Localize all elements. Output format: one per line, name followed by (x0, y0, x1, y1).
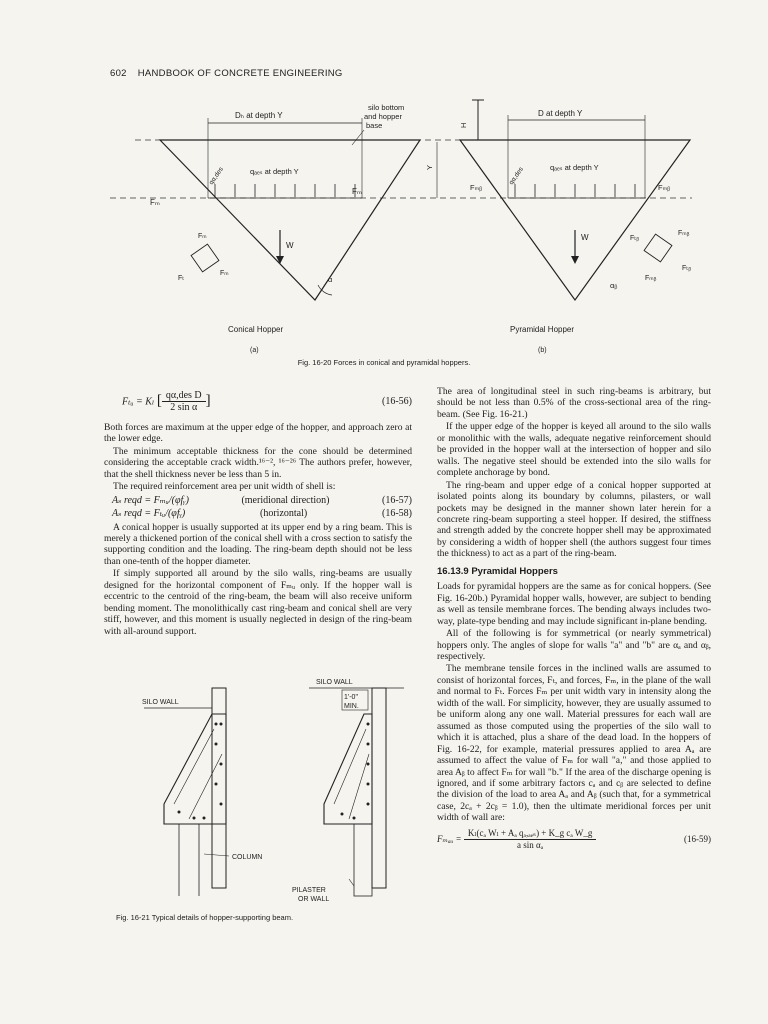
dh-label: Dₕ at depth Y (235, 111, 283, 120)
pressure-arrows-right (508, 184, 645, 198)
silo-wall-left-label: SILO WALL (142, 699, 179, 706)
eq56-num: qα,des D (162, 390, 206, 402)
left-para-3: The required reinforcement area per unit width of shell is: (113, 481, 336, 493)
silo-wall-right-section (372, 688, 386, 888)
eq56-den: 2 sin α (170, 402, 198, 414)
column-label: COLUMN (232, 854, 263, 861)
page-number: 602 (110, 68, 127, 79)
fmb-elem-right2: Fₘᵦ (645, 275, 657, 282)
eq57-desc: (meridional direction) (241, 494, 330, 506)
eq59-num: Kₗ(cₐ Wₗ + Aₐ qₐ,ₐₑₛ) + K_g cₐ W_g (464, 828, 597, 840)
fmb-left-label: Fₘᵦ (470, 183, 483, 192)
equation-16-58 (104, 508, 412, 519)
eq58-desc: (horizontal) (260, 508, 308, 520)
right-para-6: The membrane tensile forces in the inclined walls are assumed to consist of horizontal forces, Fₜ, and forces, Fₘ, in the plane of the wall and normal to Fₜ. Forces Fₘ per unit width vary in intensity along the width of the wall. For simplicity, however, they are usually assumed to be uniform along any one wall. Material pressures for each wall are assumed as those computed using the properties of the silo wall to which it is attached, plus a share of the dead load. In the hoppers of Fig. 16-22, for example, material pressures applied to area Aₐ are assumed to affect the value of Fₘ for wall "a," and those applied to area Aᵦ to affect Fₘ for wall "b." If the area of the discharge opening is ignored, and if some arbitrary factors cₐ and cᵦ are selected to define the division of the load to area Aₐ and Aᵦ (such that, for a symmetrical case, 2cₐ + 2cᵦ = 1.0), then the ultimate meridional forces per unit width of wall are: (437, 663, 711, 824)
running-header (110, 68, 351, 79)
pilaster-label: PILASTER (292, 887, 326, 894)
eq58-lhs: Aₛ reqd = Fₜᵤ/(φfᵧ) (112, 508, 186, 520)
sub-a-tag: (a) (250, 347, 259, 354)
eq57-lhs: Aₛ reqd = Fₘᵤ/(φfᵧ) (112, 494, 189, 506)
equation-16-57 (104, 495, 412, 506)
left-para-4: A conical hopper is usually supported at its upper end by a ring beam. This is merely a thickened portion of the conical shell with a cross section to satisfy the supporting condition and the loading. The ring-beam depth should not be less than one-tenth of the hopper diameter. (104, 521, 412, 567)
fig-16-21-caption: Fig. 16-21 Typical details of hopper-supporting beam. (116, 913, 294, 922)
dim-label: 1'-0" (344, 694, 358, 701)
sub-b-label: Pyramidal Hopper (510, 325, 575, 334)
alpha-b-label: αᵦ (610, 281, 618, 290)
silo-wall-right-label: SILO WALL (316, 679, 353, 686)
running-title: HANDBOOK OF CONCRETE ENGINEERING (137, 68, 343, 79)
fm-elem-left: Fₘ (198, 233, 207, 240)
sub-b-tag: (b) (538, 347, 547, 354)
q-alpha-des-left: qα,des (207, 166, 225, 187)
right-para-2: If the upper edge of the hopper is keyed all around to the silo walls or monolithic with the walls, adequate negative reinforcement should be provided in the hopper wall at the intersection of hopper and silo walls. The negative steel should be extended into the silo walls for complete anchorage by bond. (437, 421, 711, 479)
element-box-left (191, 244, 219, 272)
equation-16-56: Fₜᵤ = Kₗ [ $\frac{\text{qα,des D}}{\text{2 sin α}}$ ] (16-56) (122, 390, 412, 414)
eq59-den: a sin αₐ (517, 840, 544, 851)
section-heading: 16.13.9 Pyramidal Hoppers (437, 565, 558, 577)
right-para-5: All of the following is for symmetrical (or nearly symmetrical) hoppers only. The angles of slope for walls "a" and "b" are αₐ and αᵦ, respectively. (437, 628, 711, 662)
left-para-2: The minimum acceptable thickness for the cone should be determined considering the acceptable crack width.¹⁶⁻², ¹⁶⁻²⁶ The authors prefer, however, that the shell thickness never be less than 5 in. (104, 445, 412, 480)
eq57-number: (16-57) (381, 494, 412, 506)
min-label: MIN. (344, 703, 359, 710)
qdes-right-label: qₐₑₛ at depth Y (550, 163, 599, 172)
right-para-1: The area of longitudinal steel in such ring-beams is arbitrary, but should be not less than 0.5% of the cross-sectional area of the ring-beam. (See Fig. 16-21.) (437, 386, 711, 420)
sub-a-label: Conical Hopper (228, 325, 284, 334)
silo-wall-left-section (212, 688, 226, 888)
fm-left-label: Fₘ (150, 198, 160, 207)
ring-beam-right (324, 714, 372, 824)
and-hopper-label: and hopper (364, 112, 402, 121)
fmb-elem-right: Fₘᵦ (678, 230, 690, 237)
w-left-label: W (286, 241, 294, 250)
pressure-arrows-left (208, 184, 362, 198)
silo-bottom-label: silo bottom (368, 103, 405, 112)
qdes-left-label: qₐₑₛ at depth Y (250, 167, 299, 176)
or-wall-label: OR WALL (298, 896, 330, 903)
rebar-dots-right (341, 723, 370, 820)
conical-hopper-outline (160, 140, 420, 300)
ft-elem-left: Fₜ (178, 275, 185, 282)
fm-left2-label: Fₘ (352, 187, 362, 196)
figure-16-20 (100, 90, 700, 375)
right-para-4: Loads for pyramidal hoppers are the same as for conical hoppers. (See Fig. 16-20b.) Pyramidal hopper walls, however, are subject to bending as well as tensile membrane forces. The bending always includes two-way, plate-type bending and may include significant in-plane bending. (437, 581, 711, 627)
pilaster (354, 824, 372, 896)
left-para-1: Both forces are maximum at the upper edge of the hopper, and approach zero at the lower edge. (104, 421, 412, 445)
right-para-3: The ring-beam and upper edge of a conical hopper supported at isolated points along its boundary by columns, pilasters, or wall pockets may be designed in the manner shown later herein for a concrete ring-beam supporting a steel hopper. If desired, the stiffness and strength added by the concrete hopper shell may be approximated by considering a width of hopper shell (the authors suggest four times the thickness) to act as a part of the ring-beam. (437, 479, 711, 560)
h-label: H (459, 122, 468, 128)
left-column (104, 386, 412, 638)
eq59-lhs: Fₘₐᵤ = (437, 833, 462, 844)
equation-16-59 (437, 828, 711, 852)
figure-16-21 (104, 674, 414, 914)
fm-elem-left2: Fₘ (220, 270, 229, 277)
right-column (437, 386, 711, 854)
fmb-right-label: Fₘᵦ (658, 183, 671, 192)
left-para-5: If simply supported all around by the silo walls, ring-beams are usually designed for the horizontal component of Fₘᵤ only. If the hopper wall is eccentric to the centroid of the ring-beam, the beam will also receive uniform bending moment. The monolithically cast ring-beam and conical shell are very stiff, however, and this moment is usually neglected in design of the ring-beam with all-around support. (104, 568, 412, 637)
eq58-number: (16-58) (381, 508, 412, 520)
d-label: D at depth Y (538, 109, 583, 118)
alpha-label: α (328, 275, 333, 284)
ftb-elem-right2: Fₜᵦ (682, 265, 692, 272)
fig-16-20-caption: Fig. 16-20 Forces in conical and pyramidal hoppers. (297, 358, 471, 367)
eq56-lhs: Fₜᵤ = Kₗ (122, 396, 155, 408)
q-alpha-des-right: qα,des (507, 166, 525, 187)
base-label: base (366, 121, 383, 130)
y-label: Y (425, 164, 434, 170)
eq59-number: (16-59) (684, 833, 711, 844)
eq56-number: (16-56) (382, 396, 412, 408)
element-box-right (644, 234, 672, 262)
ftb-elem-right: Fₜᵦ (630, 235, 640, 242)
w-right-label: W (581, 233, 589, 242)
